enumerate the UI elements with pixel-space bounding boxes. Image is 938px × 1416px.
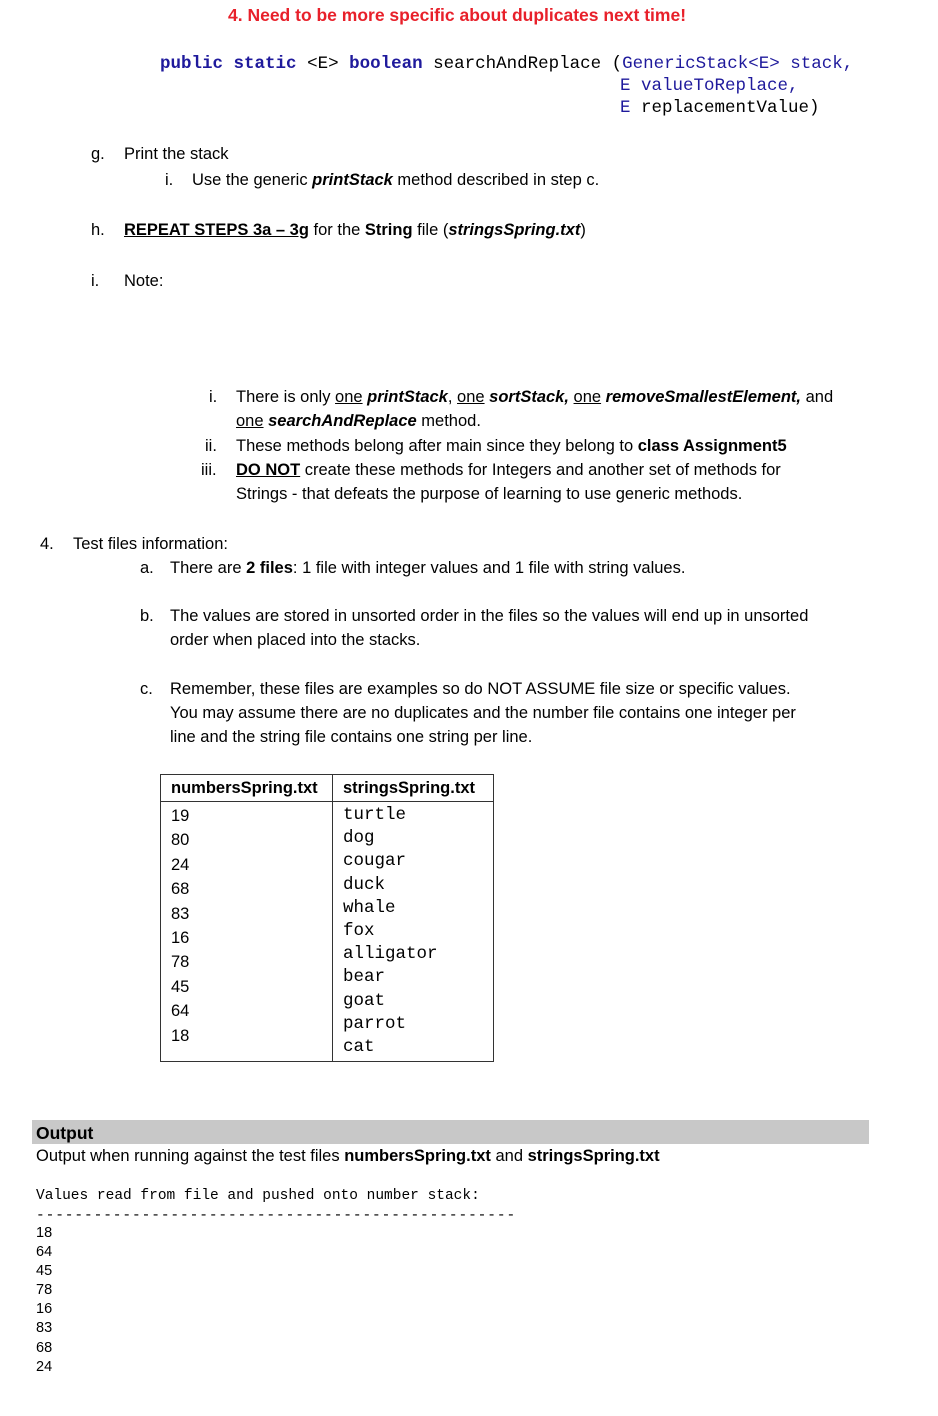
underlined-one: one <box>236 412 264 430</box>
step-g-text: Print the stack <box>124 145 229 163</box>
method-ref: searchAndReplace <box>268 412 417 430</box>
stack-value: 45 <box>36 1263 53 1280</box>
text-fragment: and <box>490 1147 528 1165</box>
item-c-line-2: You may assume there are no duplicates and the number file contains one integer per <box>170 704 796 722</box>
string-value: cougar <box>343 851 407 872</box>
method-ref: printStack <box>312 171 393 189</box>
number-value: 80 <box>171 831 190 850</box>
underlined-one: one <box>457 388 485 406</box>
strings-file-header: stringsSpring.txt <box>333 775 494 802</box>
output-heading: Output <box>36 1123 94 1143</box>
text-fragment: method. <box>416 412 481 430</box>
method-ref: printStack <box>367 388 448 406</box>
signature-line-1 <box>160 54 853 74</box>
text-fragment: There are <box>170 559 247 577</box>
param-name: stack, <box>779 54 854 74</box>
file-name: numbersSpring.txt <box>344 1147 491 1165</box>
stack-value: 78 <box>36 1282 53 1299</box>
item-c-marker: c. <box>140 680 153 698</box>
item-c-line-3: line and the string file contains one string per line. <box>170 728 533 746</box>
text-fragment: Use the generic <box>192 171 313 189</box>
item-a-marker: a. <box>140 559 154 577</box>
step-i-marker: i. <box>91 272 100 290</box>
numbers-file-header: numbersSpring.txt <box>161 775 333 802</box>
number-value: 64 <box>171 1002 190 1021</box>
param-type: E <box>620 76 631 96</box>
test-files-table <box>160 774 494 1062</box>
method-ref: removeSmallestElement, <box>605 388 802 406</box>
string-value: parrot <box>343 1013 407 1034</box>
string-value: cat <box>343 1036 375 1057</box>
step-g-marker: g. <box>91 145 105 163</box>
param-name: valueToReplace, <box>630 76 799 96</box>
note-3-line-2: Strings - that defeats the purpose of learning to use generic methods. <box>236 485 743 503</box>
method-name: searchAndReplace <box>433 54 602 74</box>
open-paren: ( <box>601 54 623 74</box>
text-fragment: and <box>801 388 834 406</box>
item-b-line-2: order when placed into the stacks. <box>170 631 421 649</box>
class-name: class Assignment5 <box>637 437 787 455</box>
do-not-emphasis: DO NOT <box>236 461 301 479</box>
section-4-title: Test files information: <box>73 535 228 553</box>
console-separator: -------------------------------------------------- <box>36 1208 517 1224</box>
item-b-line-1: The values are stored in unsorted order in the files so the values will end up in unsorted <box>170 607 809 625</box>
stack-value: 83 <box>36 1320 53 1337</box>
string-value: dog <box>343 828 375 849</box>
duplicates-notice: 4. Need to be more specific about duplicates next time! <box>228 5 687 25</box>
file-name: stringsSpring.txt <box>448 221 581 239</box>
text-bold: String <box>364 221 413 239</box>
numbers-column <box>161 802 333 1062</box>
text-bold: 2 files <box>246 559 293 577</box>
param-name: replacementValue) <box>630 98 820 118</box>
method-ref: sortStack, <box>489 388 569 406</box>
repeat-steps-link: REPEAT STEPS 3a – 3g <box>124 221 309 239</box>
number-value: 16 <box>171 928 190 947</box>
underlined-one: one <box>573 388 602 406</box>
number-value: 18 <box>171 1026 190 1045</box>
note-3-marker: iii. <box>201 461 217 479</box>
text-fragment: These methods belong after main since they belong to <box>236 437 638 455</box>
stack-value: 64 <box>36 1244 53 1261</box>
underlined-one: one <box>335 388 363 406</box>
step-h-text <box>124 221 586 240</box>
stack-value: 68 <box>36 1339 53 1356</box>
step-h-marker: h. <box>91 221 105 239</box>
signature-line-2 <box>620 76 799 96</box>
text-fragment: There is only <box>236 388 336 406</box>
text-fragment: ) <box>580 221 586 239</box>
string-value: turtle <box>343 805 407 825</box>
string-value: whale <box>343 897 396 918</box>
step-g-sub-marker: i. <box>165 171 174 189</box>
text-fragment: create these methods for Integers and another set of methods for <box>300 461 781 479</box>
item-a-text <box>170 559 685 578</box>
string-value: duck <box>343 874 386 895</box>
output-heading-bar <box>32 1120 869 1144</box>
number-value: 19 <box>171 807 190 825</box>
string-value: fox <box>343 920 375 941</box>
note-2-marker: ii. <box>205 437 217 455</box>
stack-value: 24 <box>36 1358 53 1375</box>
console-title: Values read from file and pushed onto number stack: <box>36 1188 480 1204</box>
param-type: E <box>620 98 631 118</box>
keyword-static: static <box>233 54 297 74</box>
number-value: 24 <box>171 855 190 874</box>
number-value: 78 <box>171 953 190 972</box>
number-value: 83 <box>171 904 190 923</box>
item-c-line-1: Remember, these files are examples so do NOT ASSUME file size or specific values. <box>170 680 791 698</box>
strings-column <box>333 802 494 1062</box>
number-value: 45 <box>171 977 190 996</box>
stack-value: 16 <box>36 1301 53 1318</box>
number-value: 68 <box>171 880 190 899</box>
text-fragment: Output when running against the test files <box>36 1147 345 1165</box>
step-g-sub-text <box>192 171 599 190</box>
note-1-marker: i. <box>209 388 218 406</box>
text-fragment: for the <box>308 221 365 239</box>
param-type: GenericStack<E> <box>622 54 780 74</box>
text-fragment: : 1 file with integer values and 1 file with string values. <box>292 559 686 577</box>
step-i-text: Note: <box>124 272 164 290</box>
output-description <box>36 1147 660 1166</box>
string-value: bear <box>343 967 386 988</box>
item-b-marker: b. <box>140 607 154 625</box>
note-1-line-2 <box>236 412 481 431</box>
string-value: alligator <box>343 944 438 965</box>
text-fragment: file ( <box>412 221 449 239</box>
string-value: goat <box>343 990 386 1011</box>
section-4-marker: 4. <box>40 535 54 553</box>
keyword-boolean: boolean <box>349 54 423 74</box>
signature-line-3 <box>620 98 820 118</box>
generic-param: <E> <box>307 54 339 74</box>
keyword-public: public <box>160 54 224 74</box>
note-2-text <box>236 437 787 456</box>
note-1-line-1 <box>236 388 833 407</box>
text-fragment: method described in step c. <box>392 171 600 189</box>
separator: , <box>447 388 458 406</box>
file-name: stringsSpring.txt <box>527 1147 660 1165</box>
stack-value: 18 <box>36 1225 53 1241</box>
note-3-line-1 <box>236 461 781 480</box>
console-values <box>36 1224 52 1377</box>
